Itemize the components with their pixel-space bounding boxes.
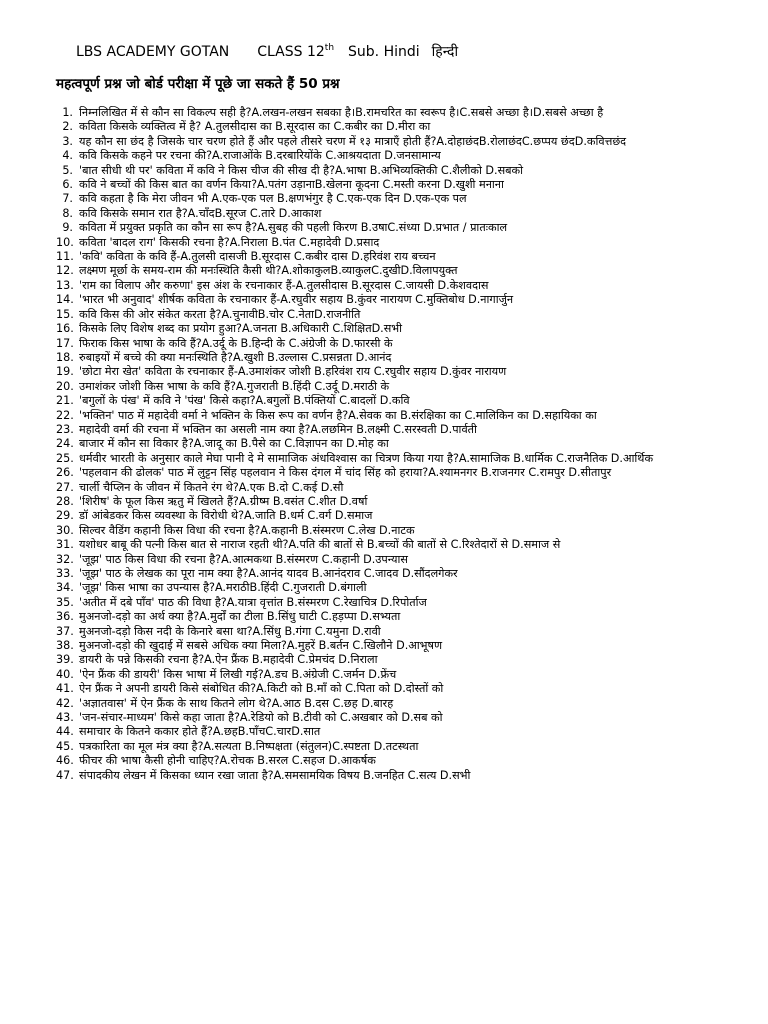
question-item [56, 581, 712, 595]
question-number: 4. [62, 149, 73, 163]
question-item [56, 610, 712, 624]
question-item [56, 135, 712, 149]
question-number: 25. [56, 451, 74, 465]
question-item [56, 337, 712, 351]
question-item [56, 538, 712, 552]
question-text: फिराक किस भाषा के कवि हैं?A.उर्दू के B.हिन्दी के C.अंग्रेजी के D.फारसी के [79, 336, 393, 350]
question-text: फीचर की भाषा कैसी होनी चाहिए?A.रोचक B.सरल C.सहज D.आकर्षक [79, 754, 376, 768]
page-title: महत्वपूर्ण प्रश्न जो बोर्ड परीक्षा में पूछे जा सकते हैं 50 प्रश्न [56, 76, 340, 92]
question-item [56, 178, 712, 192]
question-number: 20. [56, 379, 74, 393]
question-number: 43. [56, 711, 74, 725]
question-text: 'छोटा मेरा खेत' कविता के रचनाकार हैं-A.उमाशंकर जोशी B.हरिवंश राय C.रघुवीर सहाय D.कुंवर नारायण [79, 365, 507, 379]
question-text: मुअनजो-दड़ो की खुदाई में सबसे अधिक क्या मिला?A.मुहरें B.बर्तन C.खिलौने D.आभूषण [79, 639, 443, 653]
question-item [56, 394, 712, 408]
question-number: 32. [56, 552, 74, 566]
question-item [56, 567, 712, 581]
question-number: 31. [56, 538, 74, 552]
question-number: 28. [56, 494, 74, 508]
question-item [56, 322, 712, 336]
question-item [56, 682, 712, 696]
question-number: 39. [56, 653, 74, 667]
question-number: 21. [56, 394, 74, 408]
question-item [56, 149, 712, 163]
question-text: बाजार में कौन सा विकार है?A.जादू का B.पैसे का C.विज्ञापन का D.मोह का [79, 437, 389, 451]
question-item [56, 409, 712, 423]
question-text: 'शिरीष' के फूल किस ऋतु में खिलते हैं?A.ग्रीष्म B.वसंत C.शीत D.वर्षा [79, 494, 368, 508]
question-item [56, 495, 712, 509]
question-text: निम्नलिखित में से कौन सा विकल्प सही है?A.लखन-लखन सबका है।B.रामचरित का स्वरूप है।C.सबसे अच्छा है।D.सबसे अच्छा है [79, 106, 604, 119]
question-text: डायरी के पन्ने किसकी रचना है?A.ऐन फ्रैंक B.महादेवी C.प्रेमचंद D.निराला [79, 653, 378, 667]
question-item [56, 221, 712, 235]
question-text: ऐन फ्रैंक ने अपनी डायरी किसे संबोधित की?A.किटी को B.माँ को C.पिता को D.दोस्तों को [79, 682, 444, 696]
question-text: समाचार के कितने ककार होते हैं?A.छहB.पाँचC.चारD.सात [79, 725, 321, 739]
question-number: 3. [62, 134, 73, 148]
question-text: संपादकीय लेखन में किसका ध्यान रखा जाता है?A.समसामयिक विषय B.जनहित C.सत्य D.सभी [79, 768, 471, 782]
question-item [56, 106, 712, 120]
question-number: 14. [56, 293, 74, 307]
question-number: 19. [56, 365, 74, 379]
question-item [56, 250, 712, 264]
question-item [56, 293, 712, 307]
question-number: 10. [56, 235, 74, 249]
question-number: 42. [56, 696, 74, 710]
question-number: 17. [56, 336, 74, 350]
question-number: 2. [62, 120, 73, 134]
question-number: 1. [62, 106, 73, 119]
question-item [56, 697, 712, 711]
question-number: 15. [56, 307, 74, 321]
question-item [56, 365, 712, 379]
question-text: कविता किसके व्यक्तित्व में है? A.तुलसीदास का B.सूरदास का C.कबीर का D.मीरा का [79, 120, 431, 134]
question-text: मुअनजो-दड़ो का अर्थ क्या है?A.मुर्दों का टीला B.सिंधु घाटी C.हड़प्पा D.सभ्यता [79, 610, 401, 624]
question-text: कविता 'बादल राग' किसकी रचना है?A.निराला B.पंत C.महादेवी D.प्रसाद [79, 235, 380, 249]
question-number: 24. [56, 437, 74, 451]
document-header [76, 42, 712, 68]
question-text: कवि कहता है कि मेरा जीवन भी A.एक-एक पल B.क्षणभंगुर है C.एक-एक दिन D.एक-एक पल [79, 192, 467, 206]
question-text: 'कवि' कविता के कवि हैं-A.तुलसी दासजी B.सूरदास C.कबीर दास D.हरिवंश राय बच्चन [79, 250, 436, 264]
question-number: 12. [56, 264, 74, 278]
question-number: 30. [56, 523, 74, 537]
question-item [56, 279, 712, 293]
question-text: 'बात सीधी थी पर' कविता में कवि ने किस चीज की सीख दी है?A.भाषा B.अभिव्यक्तिकी C.शैलीको D.सबको [79, 163, 524, 177]
question-number: 9. [62, 221, 73, 235]
question-item [56, 164, 712, 178]
question-item [56, 553, 712, 567]
question-text: धर्मवीर भारती के अनुसार काले मेघा पानी दे मे सामाजिक अंधविश्वास का चित्रण किया गया है?A.सामाजिक B.धार्मिक C.राजनैतिक D.आर्थिक [79, 451, 654, 465]
question-number: 45. [56, 739, 74, 753]
question-item [56, 524, 712, 538]
question-item [56, 380, 712, 394]
question-text: मुअनजो-दड़ो किस नदी के किनारे बसा था?A.सिंधु B.गंगा C.यमुना D.रावी [79, 624, 381, 638]
question-item [56, 423, 712, 437]
question-text: कवि किसके कहने पर रचना की?A.राजाओंके B.दरबारियोंके C.आश्रयदाता D.जनसामान्य [79, 149, 441, 163]
class-label-suffix: th [324, 43, 335, 54]
question-number: 38. [56, 639, 74, 653]
question-number: 23. [56, 422, 74, 436]
question-text: यशोधर बाबू की पत्नी किस बात से नाराज रहती थी?A.पति की बातों से B.बच्चों की बातों से C.रिश्तेदारों से D.समाज से [79, 538, 561, 552]
question-item [56, 264, 712, 278]
question-text: 'जूझ' किस भाषा का उपन्यास है?A.मराठीB.हिंदी C.गुजराती D.बंगाली [79, 581, 367, 595]
question-number: 47. [56, 768, 74, 782]
question-number: 5. [62, 163, 73, 177]
question-number: 27. [56, 480, 74, 494]
class-label-text: CLASS 12 [257, 44, 325, 60]
question-text: कवि ने बच्चों की किस बात का वर्णन किया?A.पतंग उड़ानाB.खेलना कूदना C.मस्ती करना D.खुशी मनाना [79, 178, 504, 192]
question-item [56, 236, 712, 250]
question-text: 'अतीत में दबे पाँव' पाठ की विधा है?A.यात्रा वृत्तांत B.संस्मरण C.रेखाचित्र D.रिपोर्ताज [79, 595, 427, 609]
question-text: रुबाइयों में बच्चे की क्या मनःस्थिति है?A.खुशी B.उल्लास C.प्रसन्नता D.आनंद [79, 350, 392, 364]
question-number: 36. [56, 610, 74, 624]
question-item [56, 711, 712, 725]
question-text: कवि किस की ओर संकेत करता है?A.चुनावीB.चोर C.नेताD.राजनीति [79, 307, 361, 321]
question-text: लक्ष्मण मूर्छा के समय-राम की मनःस्थिति कैसी थी?A.शोकाकुलB.व्याकुलC.दुखीD.विलापयुक्त [79, 264, 458, 278]
question-number: 16. [56, 322, 74, 336]
subject-hindi: हिन्दी [431, 44, 459, 60]
question-item [56, 725, 712, 739]
question-item [56, 625, 712, 639]
question-number: 29. [56, 509, 74, 523]
question-text: 'जूझ' पाठ किस विधा की रचना है?A.आत्मकथा B.संस्मरण C.कहानी D.उपन्यास [79, 552, 408, 566]
question-item [56, 437, 712, 451]
question-number: 18. [56, 350, 74, 364]
question-text: कवि किसके समान रात है?A.चाँदB.सूरज C.तारे D.आकाश [79, 206, 322, 220]
question-item [56, 351, 712, 365]
question-text: 'बगुलों के पंख' में कवि ने 'पंख' किसे कहा?A.बगुलों B.पंक्तियों C.बादलों D.कवि [79, 394, 410, 408]
question-text: किसके लिए विशेष शब्द का प्रयोग हुआ?A.जनता B.अधिकारी C.शिक्षितD.सभी [79, 322, 403, 336]
question-text: यह कौन सा छंद है जिसके चार चरण होते हैं और पहले तीसरे चरण में १३ मात्राएँ होती हैं?A.दोहाछंदB.रोलाछंदC.छप्पय छंदD.कवित्तछंद [79, 134, 627, 148]
question-text: चार्ली चैप्लिन के जीवन में कितने रंग थे?A.एक B.दो C.कई D.सौ [79, 480, 344, 494]
question-number: 8. [62, 206, 73, 220]
question-number: 6. [62, 178, 73, 192]
subject-label: Sub. Hindi [348, 44, 420, 60]
question-item [56, 481, 712, 495]
question-number: 37. [56, 624, 74, 638]
question-number: 7. [62, 192, 73, 206]
question-number: 26. [56, 466, 74, 480]
question-text: 'भक्तिन' पाठ में महादेवी वर्मा ने भक्तिन के किस रूप का वर्णन है?A.सेवक का B.संरक्षिका का C.मालिकिन का D.सहायिका का [79, 408, 597, 422]
class-label [257, 43, 334, 60]
question-text: 'अज्ञातवास' में ऐन फ्रैंक के साथ कितने लोग थे?A.आठ B.दस C.छह D.बारह [79, 696, 394, 710]
question-number: 22. [56, 408, 74, 422]
question-item [56, 207, 712, 221]
question-item [56, 466, 712, 480]
question-text: पत्रकारिता का मूल मंत्र क्या है?A.सत्यता B.निष्पक्षता (संतुलन)C.स्पष्टता D.तटस्थता [79, 739, 419, 753]
question-item [56, 596, 712, 610]
question-number: 41. [56, 682, 74, 696]
question-text: महादेवी वर्मा की रचना में भक्तिन का असली नाम क्या है?A.लछमिन B.लक्ष्मी C.सरस्वती D.पार्वती [79, 422, 477, 436]
school-name: LBS ACADEMY GOTAN [76, 44, 230, 60]
question-item [56, 668, 712, 682]
question-number: 34. [56, 581, 74, 595]
question-text: 'राम का विलाप और करुणा' इस अंश के रचनाकार हैं-A.तुलसीदास B.सूरदास C.जायसी D.केशवदास [79, 278, 489, 292]
question-text: सिल्वर वैडिंग कहानी किस विधा की रचना है?A.कहानी B.संस्मरण C.लेख D.नाटक [79, 523, 415, 537]
question-text: 'भारत भी अनुवाद' शीर्षक कविता के रचनाकार हैं-A.रघुवीर सहाय B.कुंवर नारायण C.मुक्तिबोध D.नागार्जुन [79, 293, 514, 307]
question-item [56, 639, 712, 653]
question-number: 40. [56, 667, 74, 681]
question-text: 'ऐन फ्रैंक की डायरी' किस भाषा में लिखी गई?A.डच B.अंग्रेजी C.जर्मन D.फ्रेंच [79, 667, 397, 681]
question-item [56, 769, 712, 783]
question-item [56, 653, 712, 667]
question-number: 11. [56, 250, 74, 264]
question-number: 33. [56, 567, 74, 580]
question-item [56, 192, 712, 206]
question-item [56, 509, 712, 523]
question-text: 'जूझ' पाठ के लेखक का पूरा नाम क्या है?A.आनंद यादव B.आनंदराव C.जादव D.सौंदलगेकर [79, 567, 458, 580]
question-number: 44. [56, 725, 74, 739]
question-item [56, 452, 712, 466]
question-text: कविता में प्रयुक्त प्रकृति का कौन सा रूप है?A.सुबह की पहली किरण B.उषाC.संध्या D.प्रभात / प्रातःकाल [79, 221, 508, 235]
question-number: 35. [56, 595, 74, 609]
question-list [56, 106, 712, 783]
question-text: 'जन-संचार-माध्यम' किसे कहा जाता है?A.रेडियो को B.टीवी को C.अखबार को D.सब को [79, 711, 443, 725]
question-item [56, 740, 712, 754]
question-text: उमाशंकर जोशी किस भाषा के कवि हैं?A.गुजराती B.हिंदी C.उर्दू D.मराठी के [79, 379, 390, 393]
question-text: 'पहलवान की ढोलक' पाठ में लुट्टन सिंह पहलवान ने किस दंगल में चांद सिंह को हराया?A.श्यामनगर B.राजनगर C.रामपुर D.सीतापुर [79, 466, 612, 480]
question-item [56, 308, 712, 322]
question-item [56, 120, 712, 134]
question-number: 46. [56, 754, 74, 768]
question-number: 13. [56, 278, 74, 292]
question-item [56, 754, 712, 768]
question-text: डॉ आंबेडकर किस व्यवस्था के विरोधी थे?A.जाति B.धर्म C.वर्ग D.समाज [79, 509, 373, 523]
